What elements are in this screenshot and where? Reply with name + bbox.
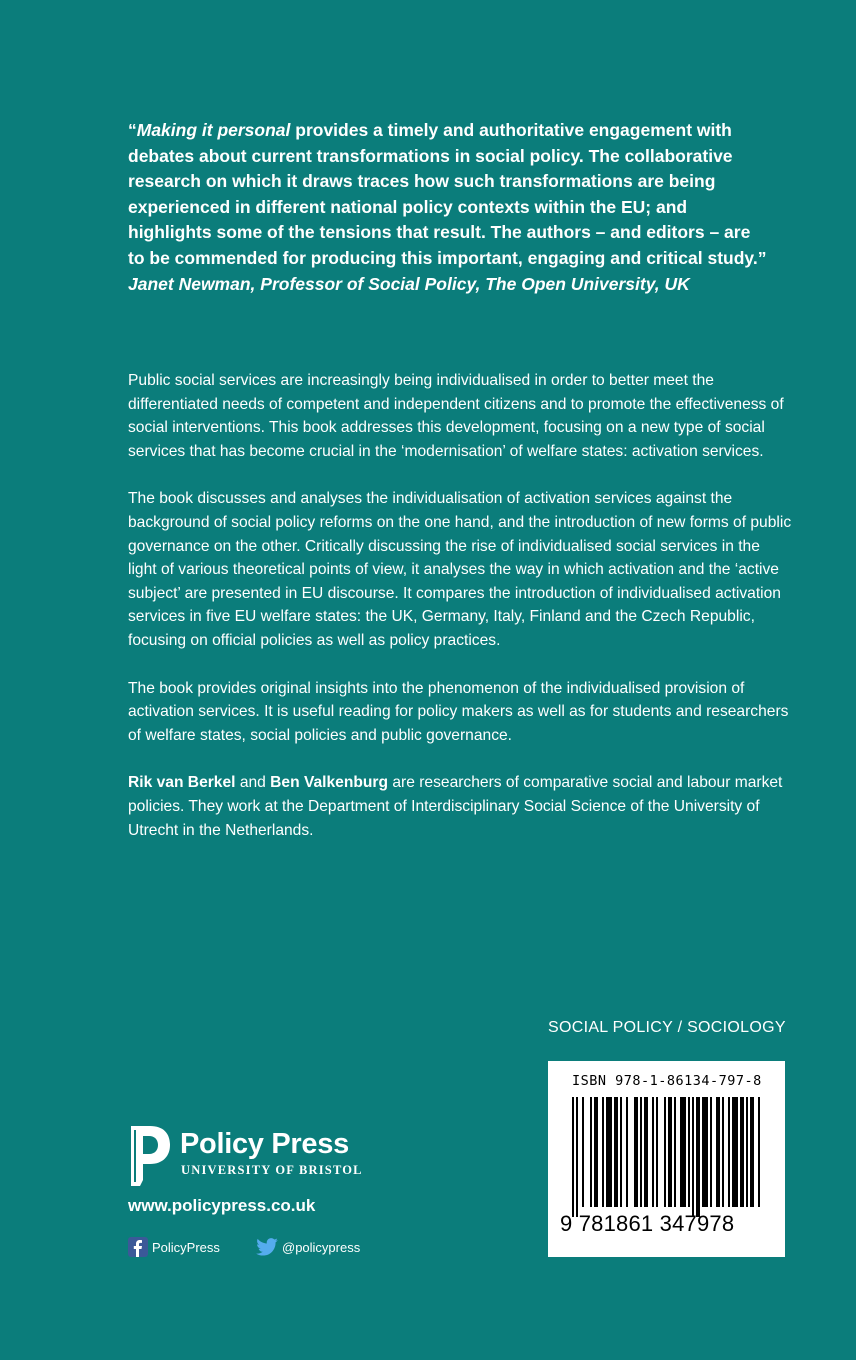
- isbn-label: ISBN 978-1-86134-797-8: [572, 1073, 762, 1089]
- barcode-bar: [634, 1097, 638, 1207]
- twitter-handle: @policypress: [282, 1239, 361, 1255]
- author-bio-text: are researchers of comparative social and labour market policies. They work at the Department of Interdisciplinary Social Science of the University of Utrecht in the Netherlands.: [128, 774, 783, 839]
- publisher-logo: [128, 1124, 368, 1188]
- author-name-2: Ben Valkenburg: [270, 774, 389, 792]
- description-paragraph-1: Public social services are increasingly being individualised in order to better meet the differentiated needs of competent and independent citizens and to promote the effectiveness of social interventions. This book addresses this development, focusing on a new type of social services that has become crucial in the ‘modernisation’ of welfare states: activation services.: [128, 372, 784, 460]
- description-paragraph-2: The book discusses and analyses the individualisation of activation services against the background of social policy reforms on the one hand, and the introduction of new forms of public governance on the other. Critically discussing the rise of individualised social services in the light of various theoretical points of view, it analyses the way in which activation and the ‘active subject’ are presented in EU discourse. It compares the introduction of individualised activation services in five EU welfare states: the UK, Germany, Italy, Finland and the Czech Republic, focusing on official policies as well as policy practices.: [128, 490, 792, 649]
- barcode-bar: [652, 1097, 654, 1207]
- barcode-bars: [572, 1097, 760, 1217]
- barcode-bar: [656, 1097, 658, 1207]
- quote-attribution: Janet Newman, Professor of Social Policy, The Open University, UK: [128, 273, 690, 294]
- barcode-bar: [688, 1097, 690, 1207]
- author-bio: [128, 771, 792, 842]
- barcode-digits: 9 781861 347978: [560, 1211, 735, 1236]
- barcode-bar: [746, 1097, 748, 1207]
- author-conjunction: and: [235, 774, 271, 792]
- barcode-bar: [594, 1097, 598, 1207]
- barcode-bar: [732, 1097, 738, 1207]
- barcode-bar: [668, 1097, 672, 1207]
- description-paragraph-3: The book provides original insights into the phenomenon of the individualised provision of activation services. It is useful reading for policy makers as well as for students and researchers of welfare states, social policies and public governance.: [128, 679, 789, 744]
- facebook-handle: PolicyPress: [152, 1239, 220, 1255]
- barcode-bar: [692, 1097, 694, 1217]
- twitter-link[interactable]: [256, 1236, 360, 1258]
- barcode-bar: [702, 1097, 708, 1207]
- endorsement-quote: [128, 118, 768, 297]
- subject-category: SOCIAL POLICY / SOCIOLOGY: [548, 1019, 786, 1036]
- barcode-bar: [758, 1097, 760, 1207]
- quote-open-mark: “: [128, 120, 137, 140]
- barcode-bar: [696, 1097, 700, 1217]
- publisher-website[interactable]: www.policypress.co.uk: [128, 1196, 316, 1215]
- barcode-bar: [572, 1097, 574, 1217]
- isbn-barcode: [548, 1061, 785, 1257]
- publisher-university: UNIVERSITY OF BRISTOL: [181, 1163, 363, 1177]
- barcode-bar: [614, 1097, 618, 1207]
- barcode-bar: [680, 1097, 686, 1207]
- facebook-icon: [128, 1237, 148, 1257]
- barcode-bar: [606, 1097, 612, 1207]
- publisher-name: Policy Press: [180, 1128, 349, 1160]
- barcode-bar: [710, 1097, 712, 1207]
- barcode-bar: [602, 1097, 604, 1207]
- barcode-bar: [590, 1097, 592, 1207]
- barcode-bar: [740, 1097, 744, 1207]
- barcode-bar: [644, 1097, 648, 1207]
- policy-press-logo-mark: [128, 1124, 172, 1188]
- barcode-bar: [626, 1097, 628, 1207]
- barcode-bar: [582, 1097, 584, 1207]
- quote-book-title: Making it personal: [136, 120, 291, 140]
- author-name-1: Rik van Berkel: [128, 774, 236, 792]
- twitter-icon: [256, 1238, 278, 1256]
- barcode-bar: [674, 1097, 676, 1207]
- barcode-bar: [620, 1097, 622, 1207]
- barcode-bar: [576, 1097, 578, 1217]
- barcode-bar: [750, 1097, 754, 1207]
- barcode-bar: [716, 1097, 720, 1207]
- facebook-link[interactable]: [128, 1236, 220, 1258]
- barcode-bar: [722, 1097, 724, 1207]
- barcode-bar: [640, 1097, 642, 1207]
- book-description: [128, 369, 792, 866]
- quote-text: provides a timely and authoritative engagement with debates about current transformations in social policy. The collaborative research on which it draws traces how such transformations are being experienced in different national policy contexts within the EU; and highlights some of the tensions that result. The authors – and editors – are to be commended for producing this important, engaging and critical study.”: [128, 120, 767, 268]
- barcode-bar: [664, 1097, 666, 1207]
- barcode-bar: [728, 1097, 730, 1207]
